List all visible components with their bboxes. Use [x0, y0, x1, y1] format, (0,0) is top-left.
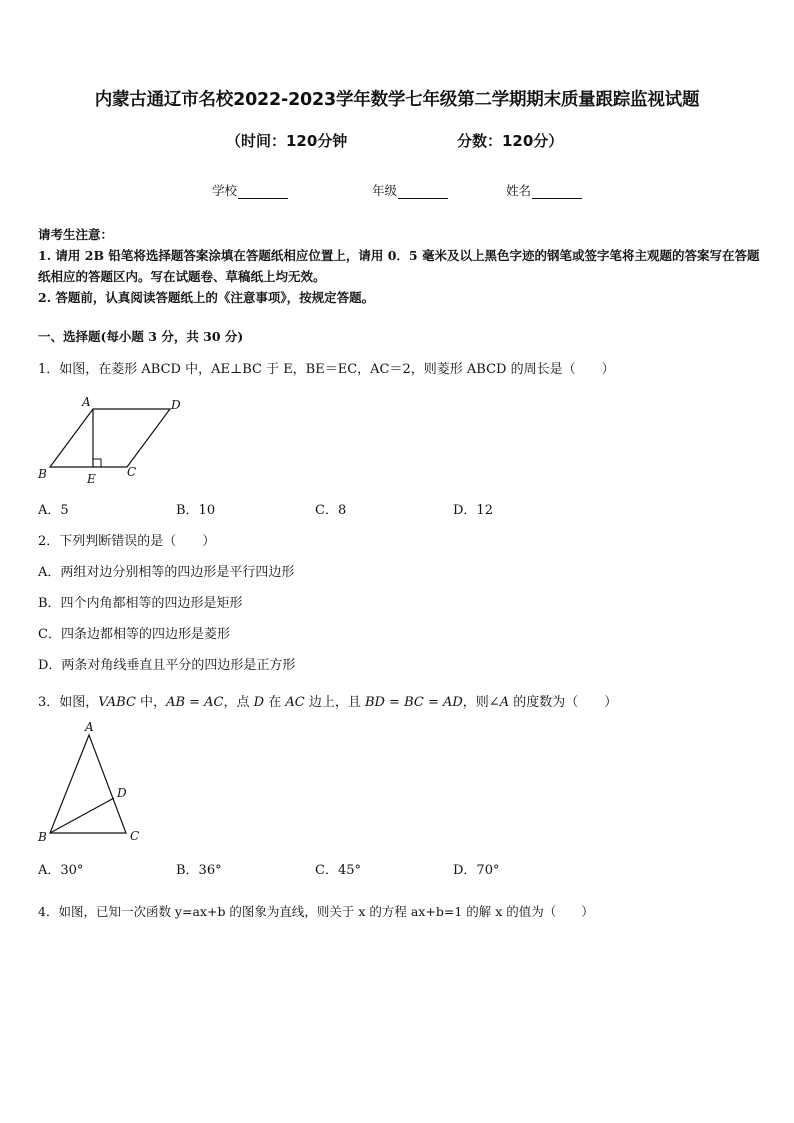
exam-score: 分数：120分） — [457, 132, 564, 150]
question-4-text: 4．如图，已知一次函数 y=ax+b 的图象为直线，则关于 x 的方程 ax+b=1 的解 x 的值为（ ） — [38, 904, 594, 919]
right-angle-mark — [93, 459, 101, 467]
label-e: E — [87, 472, 96, 486]
label-c: C — [127, 465, 137, 479]
question-3-text — [38, 691, 617, 710]
question-2-text: 2．下列判断错误的是（ ） — [38, 534, 216, 549]
q2-option-c: C．四条边都相等的四边形是菱形 — [38, 627, 230, 642]
q3-part-6: 在 — [264, 695, 286, 710]
label-b: B — [38, 830, 47, 844]
q3-option-c: C．45° — [315, 863, 361, 878]
q3-angle-a: A — [499, 695, 510, 710]
q1-option-a: A．5 — [38, 503, 69, 518]
segment-bd — [50, 798, 114, 833]
grade-field — [372, 181, 448, 199]
school-label: 学校 — [212, 183, 238, 198]
triangle-abc — [50, 735, 126, 833]
label-c: C — [130, 829, 140, 843]
q3-triangle-symbol: VABC — [98, 695, 136, 710]
triangle-figure — [30, 718, 150, 848]
label-a: A — [85, 720, 94, 734]
label-b: B — [38, 467, 47, 481]
q3-part-0: 3．如图， — [38, 695, 99, 710]
section-heading: 一、选择题(每小题 3 分，共 30 分) — [38, 329, 244, 344]
notice-block — [38, 224, 760, 308]
q3-part-10: ，则∠ — [462, 695, 500, 710]
grade-blank — [398, 184, 448, 199]
q3-part-2: 中， — [135, 695, 167, 710]
q3-side-ac: AC — [285, 695, 305, 710]
question-1-text: 1．如图，在菱形 ABCD 中，AE⊥BC 于 E，BE＝EC，AC＝2，则菱形 ABCD 的周长是（ ） — [38, 362, 615, 377]
q3-eq-bd-bc-ad: BD = BC = AD — [364, 695, 463, 710]
notice-item-2: 2. 答题前，认真阅读答题纸上的《注意事项》，按规定答题。 — [38, 290, 375, 305]
label-a: A — [82, 395, 91, 409]
q3-option-b: B．36° — [176, 863, 222, 878]
q3-eq-ab-ac: AB = AC — [166, 695, 224, 710]
name-blank — [532, 184, 582, 199]
q3-part-8: 边上，且 — [304, 695, 365, 710]
q3-part-12: 的度数为（ ） — [509, 695, 618, 710]
rhombus-abcd — [50, 409, 170, 467]
name-label: 姓名 — [506, 183, 532, 198]
q3-option-a: A．30° — [38, 863, 84, 878]
label-d: D — [117, 786, 127, 800]
notice-item-1: 1. 请用 2B 铅笔将选择题答案涂填在答题纸相应位置上，请用 0．5 毫米及以上黑色字迹的钢笔或签字笔将主观题的答案写在答题纸相应的答题区内。写在试题卷、草稿纸上均无效。 — [38, 248, 760, 284]
rhombus-figure — [30, 392, 205, 487]
grade-label: 年级 — [372, 183, 398, 198]
exam-title: 内蒙古通辽市名校2022-2023学年数学七年级第二学期期末质量跟踪监视试题 — [94, 90, 700, 110]
exam-time: （时间：120分钟 — [226, 132, 348, 150]
q2-option-a: A．两组对边分别相等的四边形是平行四边形 — [38, 565, 295, 580]
q2-option-d: D．两条对角线垂直且平分的四边形是正方形 — [38, 658, 296, 673]
q1-option-c: C．8 — [315, 503, 347, 518]
school-field — [212, 181, 288, 199]
q2-option-b: B．四个内角都相等的四边形是矩形 — [38, 596, 243, 611]
notice-heading: 请考生注意： — [38, 227, 114, 242]
q3-option-d: D．70° — [453, 863, 500, 878]
q1-option-b: B．10 — [176, 503, 216, 518]
school-blank — [238, 184, 288, 199]
name-field — [506, 181, 582, 199]
label-d: D — [171, 398, 181, 412]
q3-point-d: D — [253, 695, 265, 710]
q3-part-4: ，点 — [223, 695, 254, 710]
q1-option-d: D．12 — [453, 503, 493, 518]
